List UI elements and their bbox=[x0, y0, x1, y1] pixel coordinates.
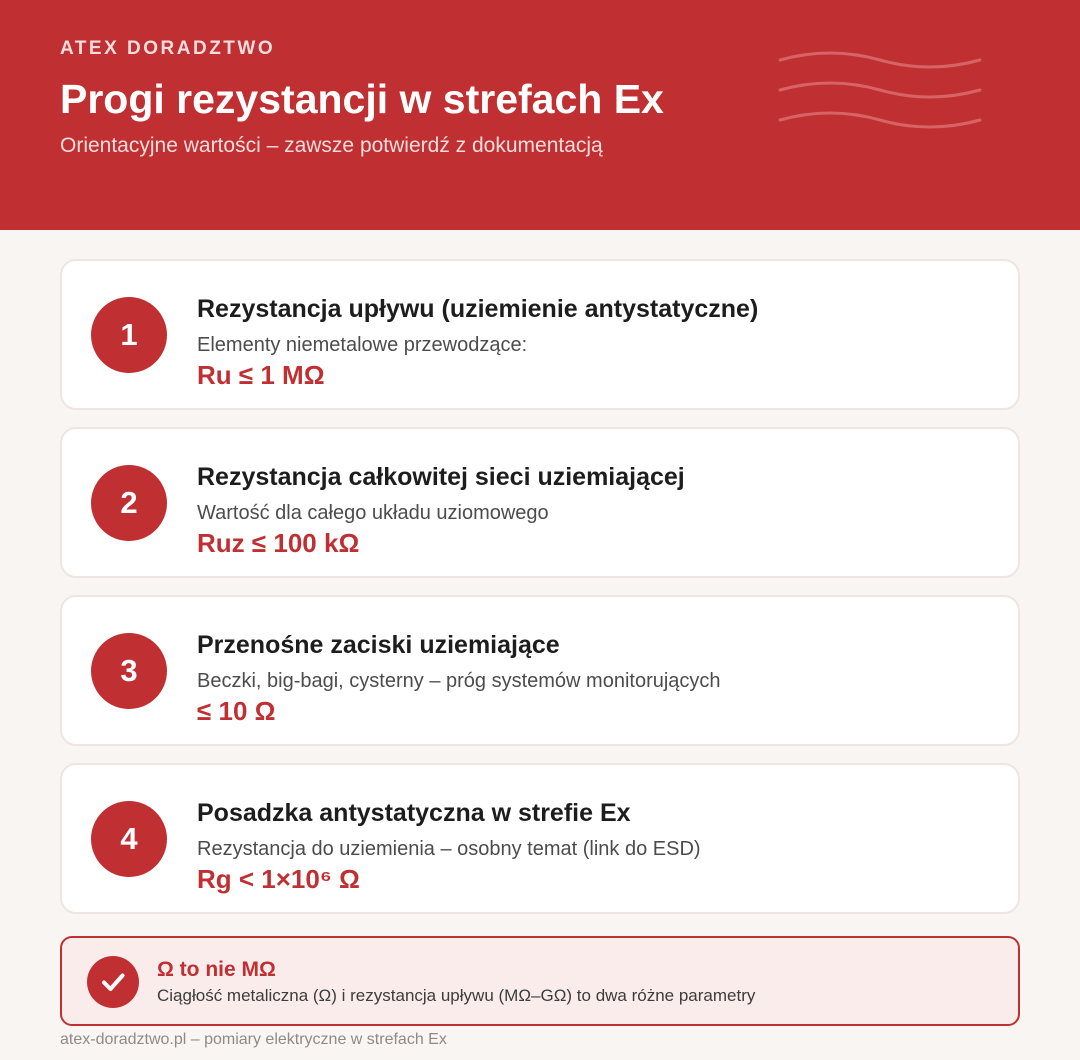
threshold-card bbox=[60, 427, 1020, 578]
card-title: Rezystancja całkowitej sieci uziemiającej bbox=[197, 463, 685, 491]
wave-decoration-icon bbox=[776, 44, 986, 144]
note-text: Ciągłość metaliczna (Ω) i rezystancja upływu (MΩ–GΩ) to dwa różne parametry bbox=[157, 986, 756, 1005]
card-value: ≤ 10 Ω bbox=[197, 696, 276, 726]
card-value: Ruz ≤ 100 kΩ bbox=[197, 528, 360, 558]
card-description: Wartość dla całego układu uziomowego bbox=[197, 502, 549, 524]
card-title: Przenośne zaciski uziemiające bbox=[197, 631, 560, 659]
header-banner bbox=[0, 0, 1080, 230]
brand-label: ATEX DORADZTWO bbox=[60, 38, 276, 59]
threshold-card bbox=[60, 763, 1020, 914]
check-icon bbox=[87, 956, 139, 1008]
page-title: Progi rezystancji w strefach Ex bbox=[60, 76, 664, 122]
footer-text: atex-doradztwo.pl – pomiary elektryczne w strefach Ex bbox=[60, 1031, 447, 1048]
threshold-card bbox=[60, 259, 1020, 410]
card-number-badge: 4 bbox=[91, 801, 167, 877]
card-number-badge: 3 bbox=[91, 633, 167, 709]
threshold-card bbox=[60, 595, 1020, 746]
card-title: Rezystancja upływu (uziemienie antystatyczne) bbox=[197, 295, 759, 323]
card-number-badge: 1 bbox=[91, 297, 167, 373]
card-value: Ru ≤ 1 MΩ bbox=[197, 360, 325, 390]
note-title: Ω to nie MΩ bbox=[157, 958, 276, 981]
card-value: Rg < 1×10⁶ Ω bbox=[197, 864, 360, 894]
warning-note bbox=[60, 936, 1020, 1026]
card-title: Posadzka antystatyczna w strefie Ex bbox=[197, 799, 631, 827]
card-description: Rezystancja do uziemienia – osobny temat (link do ESD) bbox=[197, 838, 701, 860]
card-description: Elementy niemetalowe przewodzące: bbox=[197, 334, 528, 356]
card-description: Beczki, big-bagi, cysterny – próg systemów monitorujących bbox=[197, 670, 721, 692]
card-number-badge: 2 bbox=[91, 465, 167, 541]
page-subtitle: Orientacyjne wartości – zawsze potwierdź z dokumentacją bbox=[60, 134, 603, 157]
